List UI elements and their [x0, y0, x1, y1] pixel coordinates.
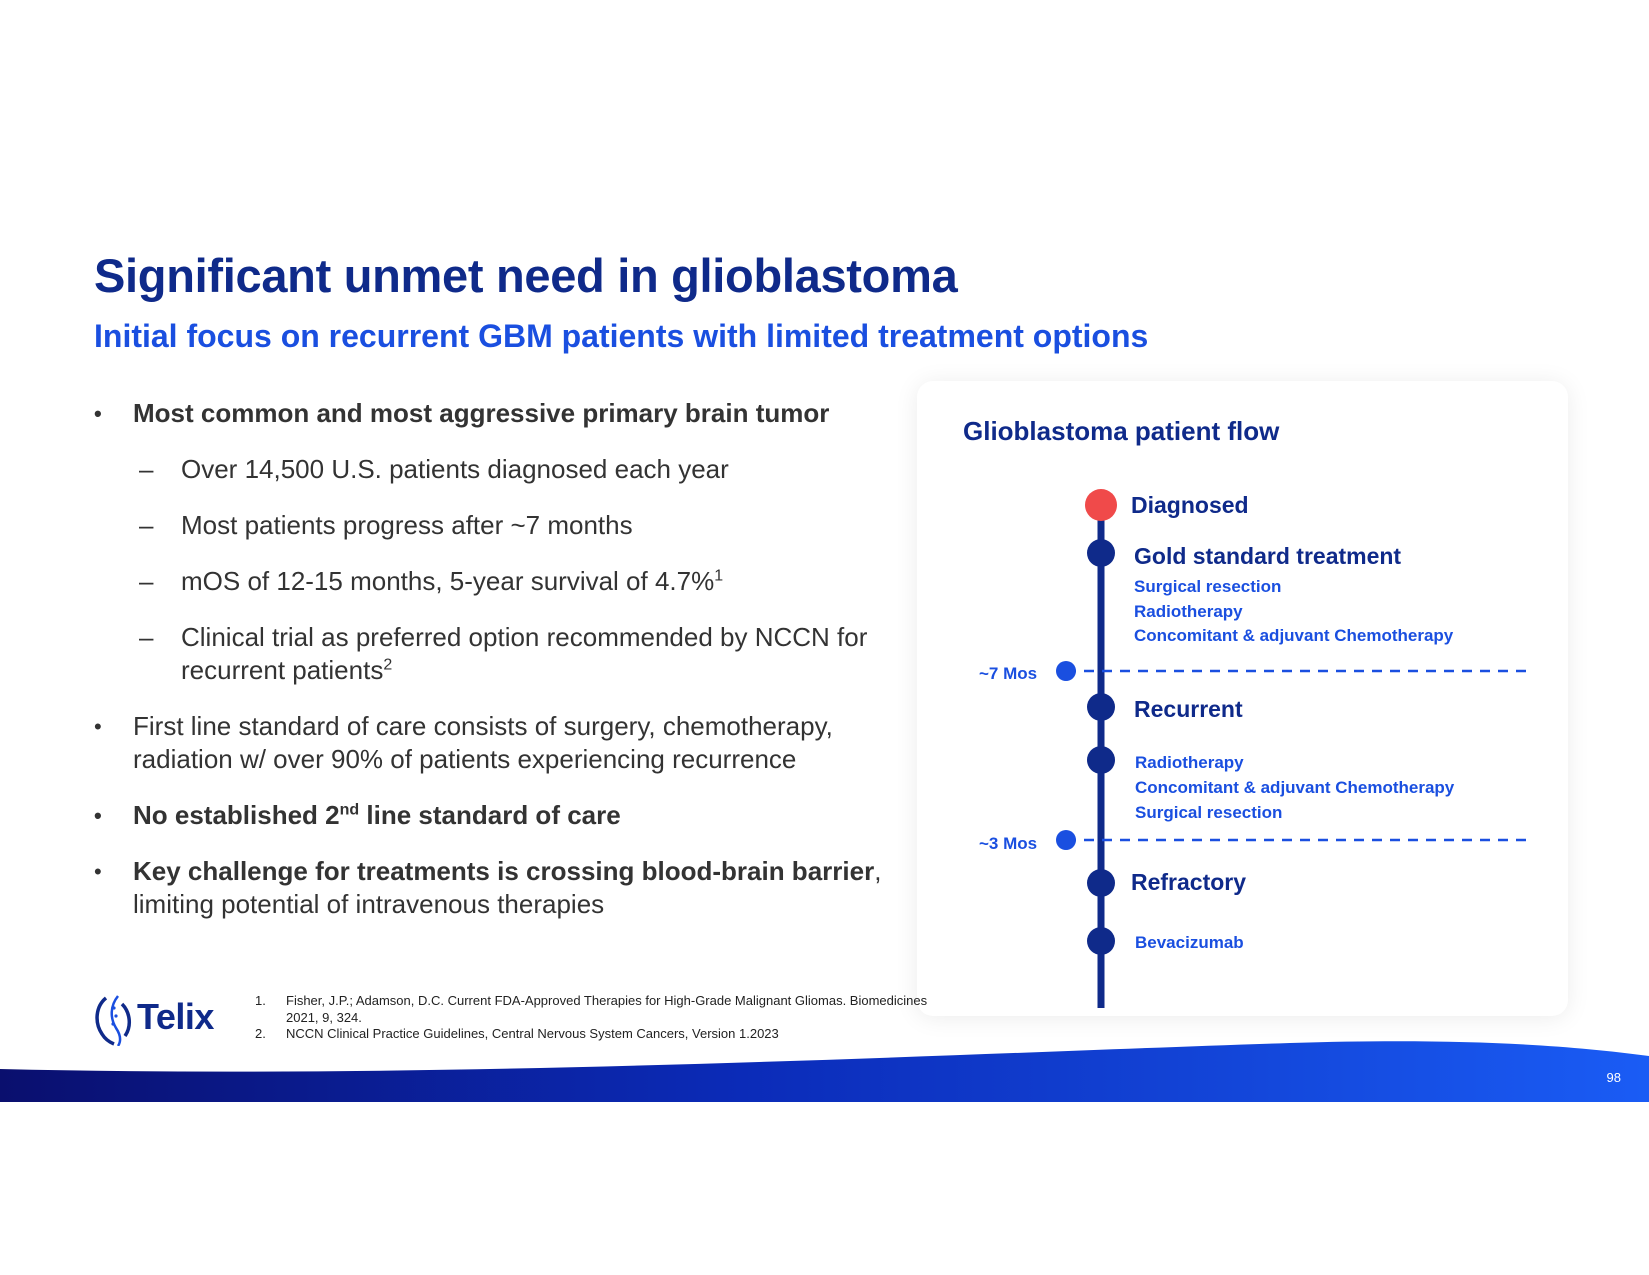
bullet-text: , limiting potential of intravenous therapies [133, 856, 882, 919]
stage-gold-standard: Gold standard treatment [1134, 543, 1402, 569]
treatment-item: Surgical resection [1134, 577, 1282, 596]
footnote-marker: 1 [714, 567, 724, 585]
reference-text: Fisher, J.P.; Adamson, D.C. Current FDA-Approved Therapies for High-Grade Malignant Gliomas. Biomedicines 2021, 9, 324. [286, 993, 928, 1025]
page-subtitle: Initial focus on recurrent GBM patients with limited treatment options [94, 318, 1149, 354]
references [255, 993, 936, 1043]
bullet-marker: • [94, 401, 102, 426]
bullet-text: line standard of care [359, 800, 621, 830]
bullet-text: Most common and most aggressive primary brain tumor [133, 398, 830, 428]
telix-logo [92, 992, 222, 1046]
milestone-label-7mos: ~7 Mos [979, 664, 1038, 683]
stage-refractory: Refractory [1131, 869, 1247, 895]
treatment-item: Bevacizumab [1135, 933, 1244, 952]
reference-text: NCCN Clinical Practice Guidelines, Central Nervous System Cancers, Version 1.2023 [286, 1026, 779, 1041]
refractory-treatment-node [1087, 927, 1115, 955]
logo-text: Telix [137, 996, 214, 1037]
recurrent-node [1087, 693, 1115, 721]
treatment-item: Surgical resection [1135, 803, 1283, 822]
dash-marker: – [139, 622, 154, 652]
treatment-item: Concomitant & adjuvant Chemotherapy [1134, 626, 1454, 645]
sub-bullet-text: Most patients progress after ~7 months [181, 510, 633, 540]
milestone-label-3mos: ~3 Mos [979, 834, 1038, 853]
diagnosed-node [1085, 489, 1117, 521]
sub-bullet-text: Over 14,500 U.S. patients diagnosed each year [181, 454, 729, 484]
treatment-item: Concomitant & adjuvant Chemotherapy [1135, 778, 1455, 797]
stage-recurrent: Recurrent [1134, 696, 1243, 722]
bullet-marker: • [94, 803, 102, 828]
reference-number: 1. [255, 993, 266, 1008]
gold-standard-node [1087, 539, 1115, 567]
stage-diagnosed: Diagnosed [1131, 492, 1249, 518]
reference-item [255, 1026, 936, 1043]
superscript: nd [339, 801, 360, 819]
sub-bullet-text: mOS of 12-15 months, 5-year survival of 4.7% [181, 566, 715, 596]
refractory-node [1087, 869, 1115, 897]
page-title: Significant unmet need in glioblastoma [94, 249, 958, 302]
treatment-item: Radiotherapy [1134, 602, 1243, 621]
sub-bullet-text: Clinical trial as preferred option recommended by NCCN for recurrent patients [181, 622, 868, 685]
bullet-text: First line standard of care consists of surgery, chemotherapy, radiation w/ over 90% of patients experiencing recurrence [133, 711, 833, 774]
page-number: 98 [1606, 1070, 1621, 1085]
bullet-marker: • [94, 714, 102, 739]
footnote-marker: 2 [383, 656, 393, 674]
treatment-item: Radiotherapy [1135, 753, 1244, 772]
dash-marker: – [139, 566, 154, 596]
bullet-marker: • [94, 859, 102, 884]
dash-marker: – [139, 454, 154, 484]
reference-number: 2. [255, 1026, 266, 1041]
milestone-dot-3mos [1056, 830, 1076, 850]
telix-logo-mark [92, 992, 136, 1046]
recurrent-treatment-node [1087, 746, 1115, 774]
reference-item [255, 993, 936, 1026]
dash-marker: – [139, 510, 154, 540]
bullet-text: No established 2 [133, 800, 340, 830]
milestone-dot-7mos [1056, 661, 1076, 681]
flow-title: Glioblastoma patient flow [963, 416, 1280, 446]
bullet-text-bold: Key challenge for treatments is crossing blood-brain barrier [133, 856, 875, 886]
footer-wave [0, 1041, 1649, 1102]
